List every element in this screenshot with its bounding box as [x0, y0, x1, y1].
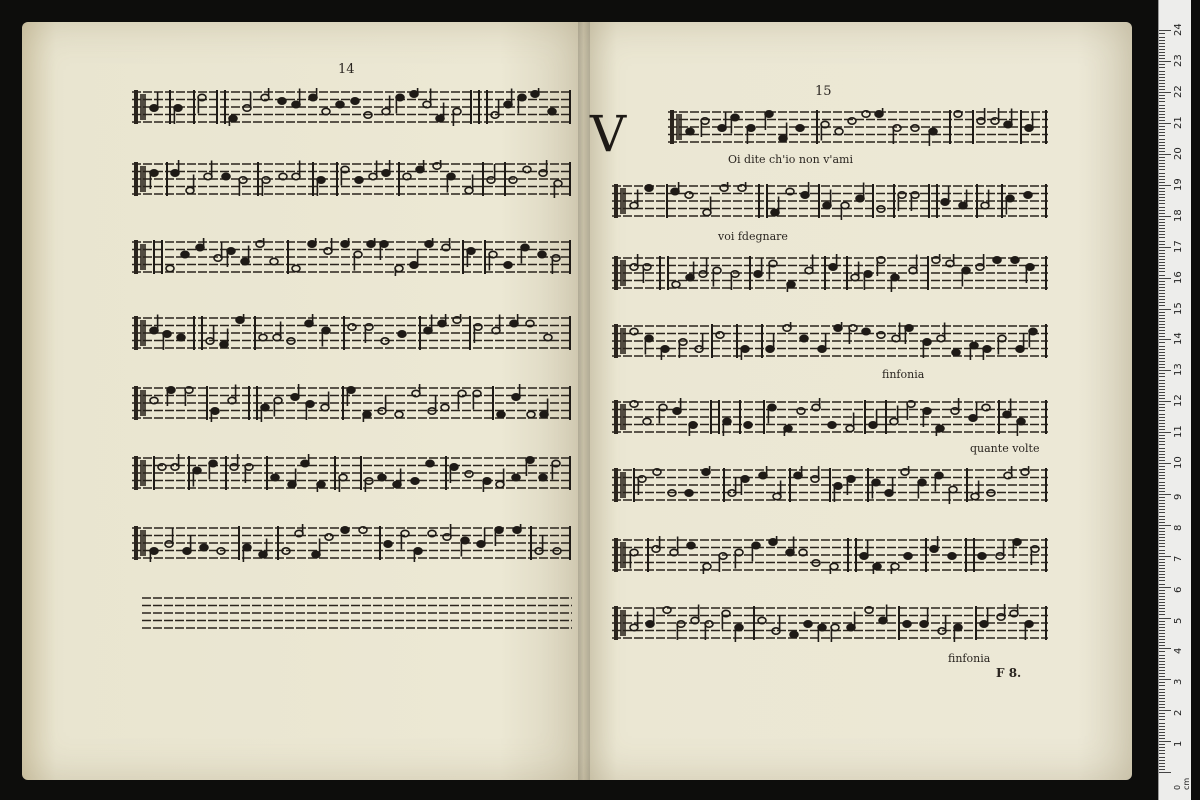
ruler-tick: [1159, 543, 1165, 544]
ruler-label: 23: [1173, 54, 1184, 68]
measurement-ruler: [1158, 0, 1191, 800]
ruler-tick: [1159, 525, 1171, 526]
ruler-tick: [1159, 667, 1165, 668]
ruler-tick: [1159, 472, 1165, 473]
ruler-tick: [1159, 432, 1171, 433]
ruler-tick: [1159, 237, 1165, 238]
ruler-tick: [1159, 43, 1165, 44]
ruler-tick: [1159, 123, 1171, 124]
ruler-tick: [1159, 105, 1165, 106]
ruler-tick: [1159, 166, 1165, 167]
ruler-tick: [1159, 197, 1165, 198]
ruler-tick: [1159, 766, 1165, 767]
ruler-tick: [1159, 580, 1165, 581]
ruler-tick: [1159, 704, 1165, 705]
ruler-tick: [1159, 410, 1165, 411]
ruler-tick: [1159, 111, 1165, 112]
ruler-label: 13: [1173, 363, 1184, 377]
ruler-tick: [1159, 160, 1165, 161]
lyric-text: finfonia: [948, 652, 991, 665]
ruler-tick: [1159, 642, 1165, 643]
ruler-tick: [1159, 475, 1165, 476]
ruler-label: 22: [1173, 85, 1184, 99]
music-staff: [612, 322, 1048, 360]
ruler-tick: [1159, 315, 1165, 316]
ruler-tick: [1159, 435, 1165, 436]
ruler-tick: [1159, 312, 1165, 313]
ruler-label: 19: [1173, 178, 1184, 191]
music-staff: [668, 108, 1048, 146]
ruler-tick: [1159, 194, 1165, 195]
ruler-tick: [1159, 247, 1171, 248]
ruler-tick: [1159, 176, 1165, 177]
ruler-tick: [1159, 441, 1165, 442]
ruler-label: 11: [1173, 425, 1184, 439]
ruler-tick: [1159, 651, 1165, 652]
ruler-tick: [1159, 373, 1165, 374]
ruler-tick: [1159, 531, 1165, 532]
ruler-tick: [1159, 512, 1165, 513]
ruler-tick: [1159, 154, 1171, 155]
ruler-tick: [1159, 339, 1171, 340]
ruler-tick: [1159, 685, 1165, 686]
ruler-label: 9: [1173, 493, 1184, 500]
ruler-tick: [1159, 132, 1165, 133]
lyric-text: voi fdegnare: [718, 230, 788, 243]
ruler-tick: [1159, 540, 1165, 541]
ruler-tick: [1159, 519, 1165, 520]
ruler-tick: [1159, 732, 1165, 733]
ruler-tick: [1159, 744, 1165, 745]
ruler-tick: [1159, 713, 1165, 714]
ruler-tick: [1159, 593, 1165, 594]
music-staff: [612, 398, 1048, 436]
ruler-tick: [1159, 169, 1165, 170]
ruler-tick: [1159, 389, 1165, 390]
music-staff: [612, 254, 1048, 292]
ruler-tick: [1159, 661, 1165, 662]
ruler-tick: [1159, 352, 1165, 353]
ruler-tick: [1159, 268, 1165, 269]
music-staff: [132, 524, 572, 562]
ruler-tick: [1159, 602, 1165, 603]
decorated-initial: V: [590, 105, 627, 163]
ruler-label: 1: [1173, 740, 1184, 748]
ruler-tick: [1159, 491, 1165, 492]
ruler-tick: [1159, 126, 1165, 127]
ruler-tick: [1159, 648, 1171, 649]
ruler-tick: [1159, 710, 1171, 711]
ruler-tick: [1159, 259, 1165, 260]
lyric-text: finfonia: [882, 368, 925, 381]
ruler-tick: [1159, 364, 1165, 365]
ruler-tick: [1159, 108, 1165, 109]
ruler-tick: [1159, 346, 1165, 347]
ruler-tick: [1159, 608, 1165, 609]
ruler-tick: [1159, 120, 1165, 121]
music-staff: [132, 160, 572, 198]
ruler-tick: [1159, 386, 1165, 387]
ruler-tick: [1159, 537, 1165, 538]
ruler-tick: [1159, 86, 1165, 87]
ruler-tick: [1159, 658, 1165, 659]
ruler-tick: [1159, 621, 1165, 622]
ruler-tick: [1159, 723, 1165, 724]
ruler-tick: [1159, 423, 1165, 424]
ruler-tick: [1159, 741, 1171, 742]
ruler-tick: [1159, 383, 1165, 384]
ruler-tick: [1159, 454, 1165, 455]
ruler-tick: [1159, 698, 1165, 699]
ruler-label: 14: [1173, 332, 1184, 346]
ruler-tick: [1159, 290, 1165, 291]
ruler-tick: [1159, 142, 1165, 143]
right-page-number: 15: [815, 84, 832, 99]
ruler-tick: [1159, 719, 1165, 720]
ruler-label: 3: [1173, 678, 1184, 686]
ruler-tick: [1159, 191, 1165, 192]
ruler-tick: [1159, 98, 1165, 99]
ruler-tick: [1159, 636, 1165, 637]
signature-mark: F 8.: [996, 666, 1022, 680]
ruler-tick: [1159, 302, 1165, 303]
ruler-tick: [1159, 370, 1171, 371]
ruler-tick: [1159, 624, 1165, 625]
ruler-tick: [1159, 58, 1165, 59]
ruler-label: 17: [1173, 239, 1184, 253]
ruler-label: 2: [1173, 709, 1184, 717]
ruler-tick: [1159, 599, 1165, 600]
ruler-tick: [1159, 392, 1165, 393]
music-staff: [612, 466, 1048, 504]
ruler-tick: [1159, 614, 1165, 615]
ruler-tick: [1159, 404, 1165, 405]
ruler-tick: [1159, 618, 1171, 619]
ruler-tick: [1159, 188, 1165, 189]
ruler-tick: [1159, 299, 1165, 300]
ruler-tick: [1159, 367, 1165, 368]
ruler-label: 20: [1173, 147, 1184, 160]
music-staff: [132, 314, 572, 352]
ruler-tick: [1159, 577, 1165, 578]
ruler-tick: [1159, 457, 1165, 458]
ruler-tick: [1159, 135, 1165, 136]
ruler-label: 18: [1173, 209, 1184, 222]
lyric-text: quante volte: [970, 442, 1040, 455]
ruler-tick: [1159, 342, 1165, 343]
ruler-tick: [1159, 469, 1165, 470]
ruler-tick: [1159, 49, 1165, 50]
ruler-tick: [1159, 550, 1165, 551]
ruler-tick: [1159, 701, 1165, 702]
ruler-tick: [1159, 225, 1165, 226]
ruler-tick: [1159, 627, 1165, 628]
ruler-tick: [1159, 494, 1171, 495]
ruler-tick: [1159, 516, 1165, 517]
music-staff: [132, 238, 572, 276]
ruler-tick: [1159, 553, 1165, 554]
ruler-tick: [1159, 207, 1165, 208]
ruler-tick: [1159, 271, 1165, 272]
ruler-tick: [1159, 466, 1165, 467]
ruler-label: 7: [1173, 555, 1184, 562]
ruler-tick: [1159, 463, 1171, 464]
ruler-tick: [1159, 163, 1165, 164]
ruler-tick: [1159, 407, 1165, 408]
ruler-tick: [1159, 61, 1171, 62]
ruler-tick: [1159, 46, 1165, 47]
ruler-tick: [1159, 670, 1165, 671]
ruler-tick: [1159, 222, 1165, 223]
ruler-tick: [1159, 234, 1165, 235]
ruler-tick: [1159, 33, 1165, 34]
ruler-tick: [1159, 305, 1165, 306]
ruler-tick: [1159, 355, 1165, 356]
left-page-number: 14: [338, 62, 355, 77]
ruler-tick: [1159, 673, 1165, 674]
ruler-tick: [1159, 185, 1171, 186]
ruler-label: 4: [1173, 648, 1184, 655]
ruler-tick: [1159, 522, 1165, 523]
ruler-tick: [1159, 426, 1165, 427]
ruler-tick: [1159, 324, 1165, 325]
ruler-tick: [1159, 738, 1165, 739]
ruler-tick: [1159, 173, 1165, 174]
ruler-tick: [1159, 556, 1171, 557]
ruler-tick: [1159, 333, 1165, 334]
ruler-tick: [1159, 565, 1165, 566]
ruler-tick: [1159, 37, 1165, 38]
ruler-tick: [1159, 129, 1165, 130]
ruler-tick: [1159, 747, 1165, 748]
ruler-tick: [1159, 559, 1165, 560]
ruler-tick: [1159, 210, 1165, 211]
empty-staff: [142, 594, 572, 632]
ruler-tick: [1159, 639, 1165, 640]
ruler-tick: [1159, 716, 1165, 717]
ruler-tick: [1159, 287, 1165, 288]
ruler-tick: [1159, 568, 1165, 569]
ruler-tick: [1159, 203, 1165, 204]
ruler-tick: [1159, 611, 1165, 612]
ruler-tick: [1159, 262, 1165, 263]
ruler-tick: [1159, 735, 1165, 736]
ruler-label: 5: [1173, 617, 1184, 624]
ruler-tick: [1159, 80, 1165, 81]
ruler-tick: [1159, 55, 1165, 56]
ruler-tick: [1159, 534, 1165, 535]
ruler-label: 12: [1173, 394, 1184, 408]
ruler-tick: [1159, 763, 1165, 764]
ruler-tick: [1159, 772, 1171, 773]
ruler-tick: [1159, 89, 1165, 90]
ruler-tick: [1159, 630, 1165, 631]
ruler-tick: [1159, 250, 1165, 251]
ruler-tick: [1159, 380, 1165, 381]
ruler-tick: [1159, 40, 1165, 41]
ruler-tick: [1159, 707, 1165, 708]
ruler-tick: [1159, 30, 1171, 31]
music-staff: [612, 604, 1048, 642]
ruler-tick: [1159, 497, 1165, 498]
ruler-tick: [1159, 726, 1165, 727]
ruler-tick: [1159, 451, 1165, 452]
ruler-tick: [1159, 729, 1165, 730]
ruler-tick: [1159, 228, 1165, 229]
ruler-tick: [1159, 200, 1165, 201]
ruler-tick: [1159, 590, 1165, 591]
ruler-tick: [1159, 148, 1165, 149]
music-staff: [132, 454, 572, 492]
ruler-tick: [1159, 528, 1165, 529]
ruler-tick: [1159, 336, 1165, 337]
lyric-text: Oi dite ch'io non v'ami: [728, 153, 853, 166]
ruler-tick: [1159, 318, 1165, 319]
ruler-tick: [1159, 692, 1165, 693]
ruler-unit-label: 0 cm: [1173, 777, 1191, 790]
ruler-tick: [1159, 219, 1165, 220]
ruler-label: 24: [1173, 23, 1184, 37]
ruler-tick: [1159, 438, 1165, 439]
ruler-tick: [1159, 655, 1165, 656]
ruler-tick: [1159, 139, 1165, 140]
ruler-tick: [1159, 67, 1165, 68]
ruler-tick: [1159, 546, 1165, 547]
ruler-tick: [1159, 278, 1171, 279]
ruler-tick: [1159, 101, 1165, 102]
ruler-tick: [1159, 376, 1165, 377]
ruler-tick: [1159, 460, 1165, 461]
ruler-tick: [1159, 571, 1165, 572]
ruler-tick: [1159, 596, 1165, 597]
ruler-tick: [1159, 327, 1165, 328]
ruler-tick: [1159, 398, 1165, 399]
ruler-tick: [1159, 574, 1165, 575]
ruler-tick: [1159, 349, 1165, 350]
ruler-tick: [1159, 414, 1165, 415]
book-gutter: [578, 22, 590, 780]
ruler-tick: [1159, 265, 1165, 266]
music-staff: [132, 384, 572, 422]
ruler-tick: [1159, 114, 1165, 115]
ruler-tick: [1159, 309, 1171, 310]
ruler-tick: [1159, 361, 1165, 362]
ruler-tick: [1159, 145, 1165, 146]
ruler-tick: [1159, 401, 1171, 402]
ruler-tick: [1159, 500, 1165, 501]
ruler-tick: [1159, 482, 1165, 483]
ruler-label: 16: [1173, 270, 1184, 284]
ruler-tick: [1159, 679, 1171, 680]
ruler-tick: [1159, 83, 1165, 84]
ruler-tick: [1159, 420, 1165, 421]
ruler-tick: [1159, 689, 1165, 690]
ruler-tick: [1159, 605, 1165, 606]
ruler-label: 21: [1173, 116, 1184, 130]
ruler-tick: [1159, 395, 1165, 396]
ruler-tick: [1159, 429, 1165, 430]
ruler-tick: [1159, 485, 1165, 486]
ruler-label: 10: [1173, 456, 1184, 469]
ruler-tick: [1159, 216, 1171, 217]
ruler-tick: [1159, 74, 1165, 75]
music-staff: [612, 536, 1048, 574]
ruler-tick: [1159, 296, 1165, 297]
ruler-tick: [1159, 117, 1165, 118]
ruler-tick: [1159, 64, 1165, 65]
ruler-tick: [1159, 417, 1165, 418]
ruler-tick: [1159, 157, 1165, 158]
ruler-tick: [1159, 92, 1171, 93]
ruler-tick: [1159, 633, 1165, 634]
ruler-tick: [1159, 645, 1165, 646]
ruler-tick: [1159, 231, 1165, 232]
ruler-tick: [1159, 179, 1165, 180]
ruler-tick: [1159, 256, 1165, 257]
ruler-tick: [1159, 330, 1165, 331]
ruler-label: 15: [1173, 301, 1184, 315]
ruler-tick: [1159, 695, 1165, 696]
ruler-tick: [1159, 281, 1165, 282]
ruler-tick: [1159, 358, 1165, 359]
ruler-tick: [1159, 244, 1165, 245]
ruler-tick: [1159, 444, 1165, 445]
ruler-tick: [1159, 503, 1165, 504]
ruler-tick: [1159, 275, 1165, 276]
ruler-label: 8: [1173, 524, 1184, 531]
ruler-label: 6: [1173, 586, 1184, 593]
ruler-tick: [1159, 664, 1165, 665]
music-staff: [612, 182, 1048, 220]
ruler-tick: [1159, 760, 1165, 761]
ruler-tick: [1159, 753, 1165, 754]
ruler-tick: [1159, 52, 1165, 53]
ruler-tick: [1159, 757, 1165, 758]
ruler-tick: [1159, 284, 1165, 285]
ruler-tick: [1159, 182, 1165, 183]
music-staff: [132, 88, 572, 126]
ruler-tick: [1159, 750, 1165, 751]
ruler-tick: [1159, 506, 1165, 507]
ruler-tick: [1159, 488, 1165, 489]
ruler-tick: [1159, 321, 1165, 322]
ruler-tick: [1159, 77, 1165, 78]
ruler-tick: [1159, 584, 1165, 585]
ruler-tick: [1159, 769, 1165, 770]
ruler-tick: [1159, 213, 1165, 214]
ruler-tick: [1159, 676, 1165, 677]
ruler-tick: [1159, 478, 1165, 479]
ruler-tick: [1159, 151, 1165, 152]
ruler-tick: [1159, 241, 1165, 242]
ruler-tick: [1159, 448, 1165, 449]
ruler-tick: [1159, 95, 1165, 96]
ruler-tick: [1159, 293, 1165, 294]
ruler-tick: [1159, 562, 1165, 563]
ruler-tick: [1159, 253, 1165, 254]
ruler-tick: [1159, 682, 1165, 683]
ruler-tick: [1159, 71, 1165, 72]
ruler-tick: [1159, 509, 1165, 510]
ruler-tick: [1159, 587, 1171, 588]
